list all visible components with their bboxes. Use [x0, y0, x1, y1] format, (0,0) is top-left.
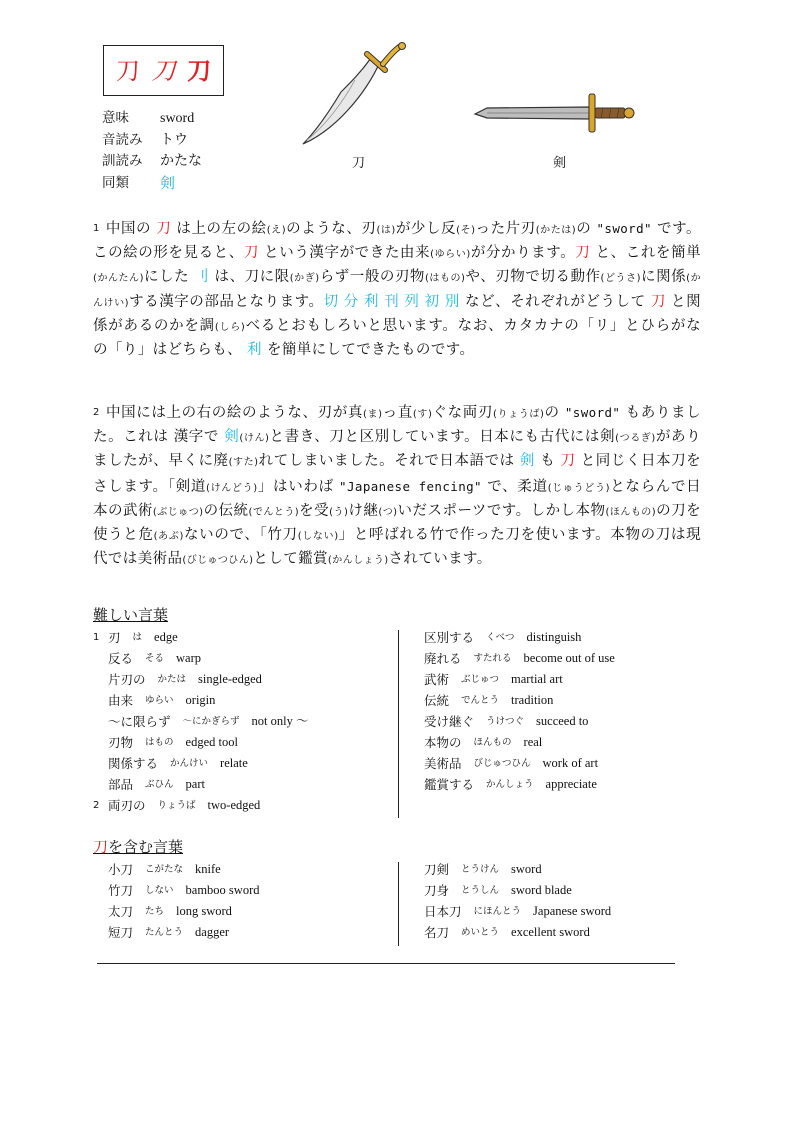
reading: (ほんもの) — [605, 506, 657, 518]
reading: (でんとう) — [248, 506, 300, 518]
vocab-row: 鑑賞する かんしょう appreciate — [424, 777, 597, 792]
text: は上の左の絵 — [176, 221, 267, 237]
vocab-row: 小刀 こがたな knife — [108, 862, 221, 877]
info-label: 音読み — [102, 131, 143, 148]
english-word: "sword" — [596, 221, 652, 236]
reading: (う) — [329, 506, 349, 518]
kanji-info — [102, 108, 202, 194]
reading: (かんしょう) — [327, 555, 389, 567]
text: の伝統 — [203, 502, 249, 519]
reading: (けん) — [239, 433, 270, 445]
kanji-highlight: 剣 — [519, 453, 535, 470]
reading: (じゅうどう) — [547, 482, 610, 494]
reading: (かぎ) — [289, 273, 320, 285]
kanji-highlight: 刀 — [156, 221, 172, 237]
reading: (は) — [376, 225, 396, 236]
kanji-forms-box — [103, 45, 224, 96]
text: を受 — [299, 502, 330, 519]
text: 中国の — [105, 221, 152, 237]
vocab-row: 2 両刃の りょうば two-edged — [93, 798, 261, 813]
kanji-examples: 切 分 利 刊 列 初 別 — [323, 293, 460, 310]
kanji-highlight: 刀 — [575, 245, 591, 262]
info-row — [102, 130, 202, 152]
text: とならんで日本の武術 — [93, 478, 702, 519]
info-row — [102, 108, 202, 130]
compound-list-left — [108, 859, 259, 943]
text: け継 — [348, 502, 379, 519]
text: らず一般の刃物 — [319, 269, 425, 286]
vocab-row: 1 刃 は edge — [93, 630, 178, 645]
reading: (どうさ) — [600, 273, 641, 285]
info-label: 意味 — [102, 110, 129, 126]
reading: (かたは) — [535, 225, 577, 236]
vocab-row: 名刀 めいとう excellent sword — [424, 925, 590, 940]
kanji-highlight: 剣 — [224, 429, 240, 446]
kanji-highlight: 刀 — [650, 293, 666, 310]
text: という漢字ができた由来 — [264, 245, 431, 262]
english-word: "Japanese fencing" — [339, 478, 482, 494]
text: が分かります。 — [470, 245, 576, 262]
text: を簡単にしてできたものです。 — [266, 342, 475, 359]
info-value: トウ — [160, 131, 188, 148]
text: が少し反 — [395, 221, 457, 237]
vocab-row: 刀身 とうしん sword blade — [424, 883, 572, 898]
vocab-row: 刃物 はもの edged tool — [108, 735, 238, 750]
kanji-radical: 刂 — [194, 269, 210, 286]
column-divider — [398, 630, 399, 818]
paragraph-number: 2 — [93, 407, 100, 418]
info-value: かたな — [160, 153, 202, 169]
vocab-row: 美術品 びじゅつひん work of art — [424, 756, 599, 771]
caption-right: 剣 — [553, 156, 567, 171]
reading: (す) — [412, 409, 433, 420]
text: と関係があるのかを調 — [93, 293, 701, 334]
kanji-highlight: 刀 — [93, 838, 109, 856]
text: や、刃物で切る動作 — [465, 269, 601, 286]
text: の — [544, 405, 560, 421]
text: れてしまいました。それで日本語では — [258, 453, 515, 470]
reading: (びじゅつひん) — [182, 555, 254, 567]
reading: (ま) — [362, 409, 383, 420]
text: にした — [143, 269, 190, 286]
text: として鑑賞 — [253, 551, 328, 568]
paragraph-number: 1 — [93, 223, 100, 234]
text: もありました。これは 漢字で — [93, 405, 701, 446]
vocab-row: 区別する くべつ distinguish — [424, 630, 582, 645]
column-divider — [398, 862, 399, 946]
text: ぐな両刃 — [432, 405, 493, 421]
reading: (ゆらい) — [430, 249, 471, 261]
vocab-row: 片刃の かたは single-edged — [108, 672, 262, 687]
text: っ直 — [382, 405, 413, 421]
vocab-row: ～に限らず ～にかぎらず not only ～ — [108, 714, 309, 729]
kanji-form-3: 刀 — [187, 56, 212, 85]
info-value: 剣 — [160, 173, 176, 192]
text: と書き、刀と区別しています。日本にも古代には剣 — [269, 429, 616, 446]
text: に関係 — [640, 269, 687, 286]
text: の刀を使うと危 — [93, 502, 702, 544]
text: がありましたが、早くに廃 — [93, 429, 702, 470]
vocab-row: 竹刀 しない bamboo sword — [108, 883, 260, 898]
reading: (ぶじゅつ) — [152, 506, 204, 518]
text: 中国には上の右の絵のような、刃が真 — [105, 405, 363, 421]
vocab-row: 受け継ぐ うけつぐ succeed to — [424, 714, 589, 729]
text: されています。 — [388, 551, 492, 568]
text: の — [576, 221, 592, 237]
vocab-row: 伝統 でんとう tradition — [424, 693, 554, 708]
reading: (はもの) — [424, 273, 466, 285]
reading: (しら) — [214, 321, 246, 333]
text: と同じく日本刀をさします。「剣道 — [93, 453, 702, 495]
reading: (かんけい) — [93, 273, 702, 309]
info-row — [102, 173, 202, 195]
text: べるとおもしろいと思います。なお、カタカナの「リ」とひらがなの「り」はどちらも、 — [93, 317, 701, 359]
reading: (しない) — [297, 531, 339, 543]
reading: (かんたん) — [93, 273, 144, 285]
text: など、それぞれがどうして — [465, 293, 646, 310]
bottom-rule — [97, 963, 675, 964]
reading: (つ) — [378, 506, 398, 518]
info-value: sword — [160, 111, 195, 126]
reading: (つるぎ) — [615, 433, 656, 445]
text: で、柔道 — [487, 478, 548, 495]
text: です。この絵の形を見ると、 — [93, 221, 701, 262]
paragraph-2 — [93, 401, 701, 572]
text: する漢字の部品となります。 — [128, 293, 324, 310]
kanji-form-2: 刀 — [151, 56, 176, 85]
straight-sword-illustration — [473, 88, 638, 138]
reading: (あぶ) — [153, 531, 184, 543]
caption-left: 刀 — [352, 156, 366, 171]
kanji-form-1: 刀 — [115, 56, 140, 85]
vocab-row: 日本刀 にほんとう Japanese sword — [424, 904, 612, 919]
vocab-row: 刀剣 とうけん sword — [424, 862, 542, 877]
text: のような、刃 — [286, 221, 377, 237]
reading: (すた) — [228, 457, 259, 469]
text: 」と呼ばれる竹で作った刀を使います。本物の刀は現代では美術品 — [93, 527, 701, 568]
info-row — [102, 151, 202, 173]
reading: (え) — [266, 225, 286, 236]
english-word: "sword" — [564, 405, 621, 420]
text: を含む言葉 — [108, 838, 184, 856]
section-title-difficult-words: 難しい言葉 — [93, 606, 169, 624]
vocab-row: 反る そる warp — [108, 651, 202, 666]
info-label: 同類 — [102, 174, 129, 191]
kanji-highlight: 刀 — [243, 245, 259, 262]
text: 」はいわば — [257, 478, 334, 495]
curved-sword-illustration — [295, 40, 415, 150]
vocab-list-right — [424, 627, 615, 795]
text: と、これを簡単 — [595, 245, 701, 262]
vocab-row: 短刀 たんとう dagger — [108, 925, 230, 940]
reading: (りょうば) — [493, 409, 545, 420]
kanji-highlight: 刀 — [560, 453, 576, 470]
compound-list-right — [424, 859, 611, 943]
reading: (けんどう) — [206, 482, 258, 494]
vocab-row: 由来 ゆらい origin — [108, 693, 216, 708]
text: ないので、「竹刀 — [183, 527, 298, 544]
vocab-row: 部品 ぶひん part — [108, 777, 205, 792]
reading: (そ) — [456, 225, 476, 236]
kanji-example: 利 — [247, 342, 262, 359]
text: は、刀に限 — [214, 269, 290, 286]
vocab-row: 本物の ほんもの real — [424, 735, 543, 750]
vocab-row: 関係する かんけい relate — [108, 756, 248, 771]
info-label: 訓読み — [102, 153, 143, 169]
text: いだスポーツです。しかし本物 — [397, 502, 606, 519]
section-title-words-containing — [93, 836, 183, 857]
text: った片刃 — [475, 221, 536, 237]
vocab-list-left — [93, 627, 308, 816]
vocab-row: 太刀 たち long sword — [108, 904, 232, 919]
text: も — [540, 453, 556, 470]
paragraph-1 — [93, 217, 701, 362]
vocab-row: 廃れる すたれる become out of use — [424, 651, 615, 666]
vocab-row: 武術 ぶじゅつ martial art — [424, 672, 563, 687]
